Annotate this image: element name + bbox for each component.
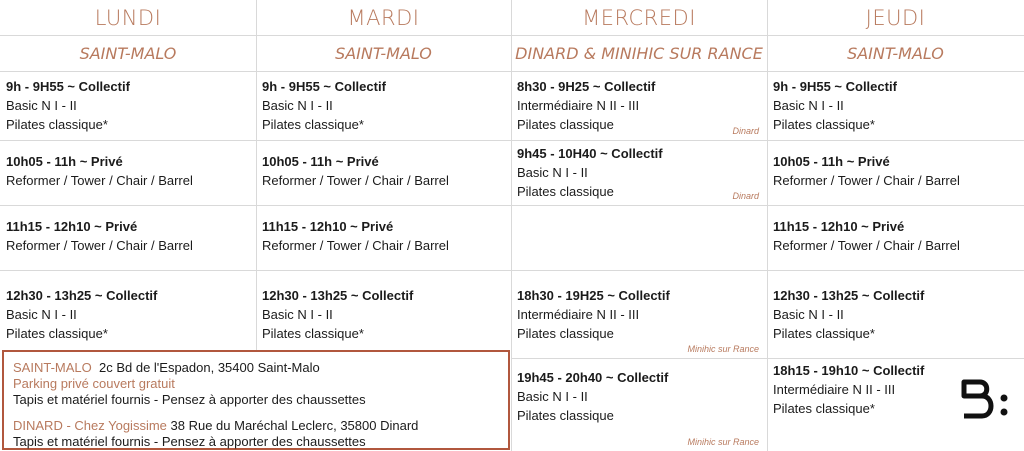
session-time: 12h30 - 13h25 ~ Collectif: [262, 288, 414, 303]
saint-malo-label: SAINT-MALO: [13, 360, 92, 375]
session-style: Pilates classique: [517, 326, 614, 341]
session-style: Pilates classique: [517, 408, 614, 423]
location-mardi: SAINT-MALO: [335, 44, 432, 63]
session-level: Basic N I - II: [517, 389, 588, 404]
session-level: Intermédiaire N II - III: [773, 382, 896, 397]
session-cell: [767, 77, 1024, 134]
day-header-mardi: MARDI: [347, 5, 420, 30]
location-jeudi: SAINT-MALO: [847, 44, 944, 63]
session-time: 9h - 9H55 ~ Collectif: [773, 79, 897, 94]
dinard-info: [13, 418, 499, 434]
day-header-mercredi: MERCREDI: [582, 5, 696, 30]
session-time: 18h30 - 19H25 ~ Collectif: [517, 288, 670, 303]
session-level: Basic N I - II: [262, 98, 333, 113]
dinard-address: 38 Rue du Maréchal Leclerc, 35800 Dinard: [170, 418, 419, 433]
brand-logo-icon: [958, 372, 1014, 428]
session-cell: [256, 286, 511, 343]
session-time: 10h05 - 11h ~ Privé: [6, 154, 123, 169]
session-cell: [0, 217, 256, 255]
session-style: Pilates classique: [517, 184, 614, 199]
session-cell-empty: [511, 205, 767, 270]
day-header-lundi: LUNDI: [94, 5, 162, 30]
session-time: 9h - 9H55 ~ Collectif: [262, 79, 386, 94]
venue-note: Minihic sur Rance: [687, 344, 759, 354]
locations-info-box: [2, 350, 510, 450]
session-cell: [0, 152, 256, 190]
session-style: Pilates classique*: [6, 117, 108, 132]
session-cell: [511, 71, 767, 140]
session-cell: [511, 140, 767, 205]
session-level: Basic N I - II: [262, 307, 333, 322]
session-time: 11h15 - 12h10 ~ Privé: [6, 219, 138, 234]
session-time: 12h30 - 13h25 ~ Collectif: [773, 288, 925, 303]
session-style: Pilates classique*: [262, 326, 364, 341]
saint-malo-info: [13, 360, 499, 376]
session-level: Basic N I - II: [773, 98, 844, 113]
session-level: Basic N I - II: [6, 98, 77, 113]
session-equipment: Reformer / Tower / Chair / Barrel: [6, 238, 193, 253]
session-time: 9h - 9H55 ~ Collectif: [6, 79, 130, 94]
session-time: 8h30 - 9H25 ~ Collectif: [517, 79, 656, 94]
session-equipment: Reformer / Tower / Chair / Barrel: [773, 173, 960, 188]
session-level: Intermédiaire N II - III: [517, 307, 640, 322]
session-equipment: Reformer / Tower / Chair / Barrel: [773, 238, 960, 253]
session-level: Basic N I - II: [517, 165, 588, 180]
session-level: Basic N I - II: [773, 307, 844, 322]
venue-note: Dinard: [732, 126, 759, 136]
session-style: Pilates classique*: [262, 117, 364, 132]
session-style: Pilates classique*: [773, 117, 875, 132]
session-cell: [767, 152, 1024, 190]
equipment-info: Tapis et matériel fournis - Pensez à apporter des chaussettes: [13, 434, 366, 449]
session-cell: [0, 286, 256, 343]
saint-malo-address: 2c Bd de l'Espadon, 35400 Saint-Malo: [98, 360, 320, 375]
session-time: 18h15 - 19h10 ~ Collectif: [773, 363, 925, 378]
session-cell: [256, 217, 511, 255]
session-cell: [767, 217, 1024, 255]
session-style: Pilates classique*: [773, 401, 875, 416]
session-style: Pilates classique: [517, 117, 614, 132]
session-equipment: Reformer / Tower / Chair / Barrel: [262, 173, 449, 188]
session-level: Intermédiaire N II - III: [517, 98, 640, 113]
session-time: 12h30 - 13h25 ~ Collectif: [6, 288, 158, 303]
session-equipment: Reformer / Tower / Chair / Barrel: [262, 238, 449, 253]
session-cell: [511, 358, 767, 451]
session-cell: [256, 77, 511, 134]
session-time: 11h15 - 12h10 ~ Privé: [262, 219, 394, 234]
session-time: 19h45 - 20h40 ~ Collectif: [517, 370, 669, 385]
session-time: 10h05 - 11h ~ Privé: [773, 154, 890, 169]
session-cell: [767, 286, 1024, 343]
parking-info: Parking privé couvert gratuit: [13, 376, 175, 391]
equipment-info: Tapis et matériel fournis - Pensez à apporter des chaussettes: [13, 392, 366, 407]
venue-note: Dinard: [732, 191, 759, 201]
venue-note: Minihic sur Rance: [687, 437, 759, 447]
location-mercredi: DINARD & MINIHIC SUR RANCE: [515, 44, 763, 63]
session-cell: [0, 77, 256, 134]
session-level: Basic N I - II: [6, 307, 77, 322]
session-equipment: Reformer / Tower / Chair / Barrel: [6, 173, 193, 188]
session-time: 10h05 - 11h ~ Privé: [262, 154, 379, 169]
day-header-jeudi: JEUDI: [865, 5, 926, 30]
session-style: Pilates classique*: [6, 326, 108, 341]
dinard-label: DINARD - Chez Yogissime: [13, 418, 167, 433]
session-cell: [256, 152, 511, 190]
session-cell: [511, 270, 767, 358]
session-style: Pilates classique*: [773, 326, 875, 341]
session-time: 9h45 - 10H40 ~ Collectif: [517, 146, 663, 161]
location-lundi: SAINT-MALO: [79, 44, 177, 63]
session-time: 11h15 - 12h10 ~ Privé: [773, 219, 905, 234]
